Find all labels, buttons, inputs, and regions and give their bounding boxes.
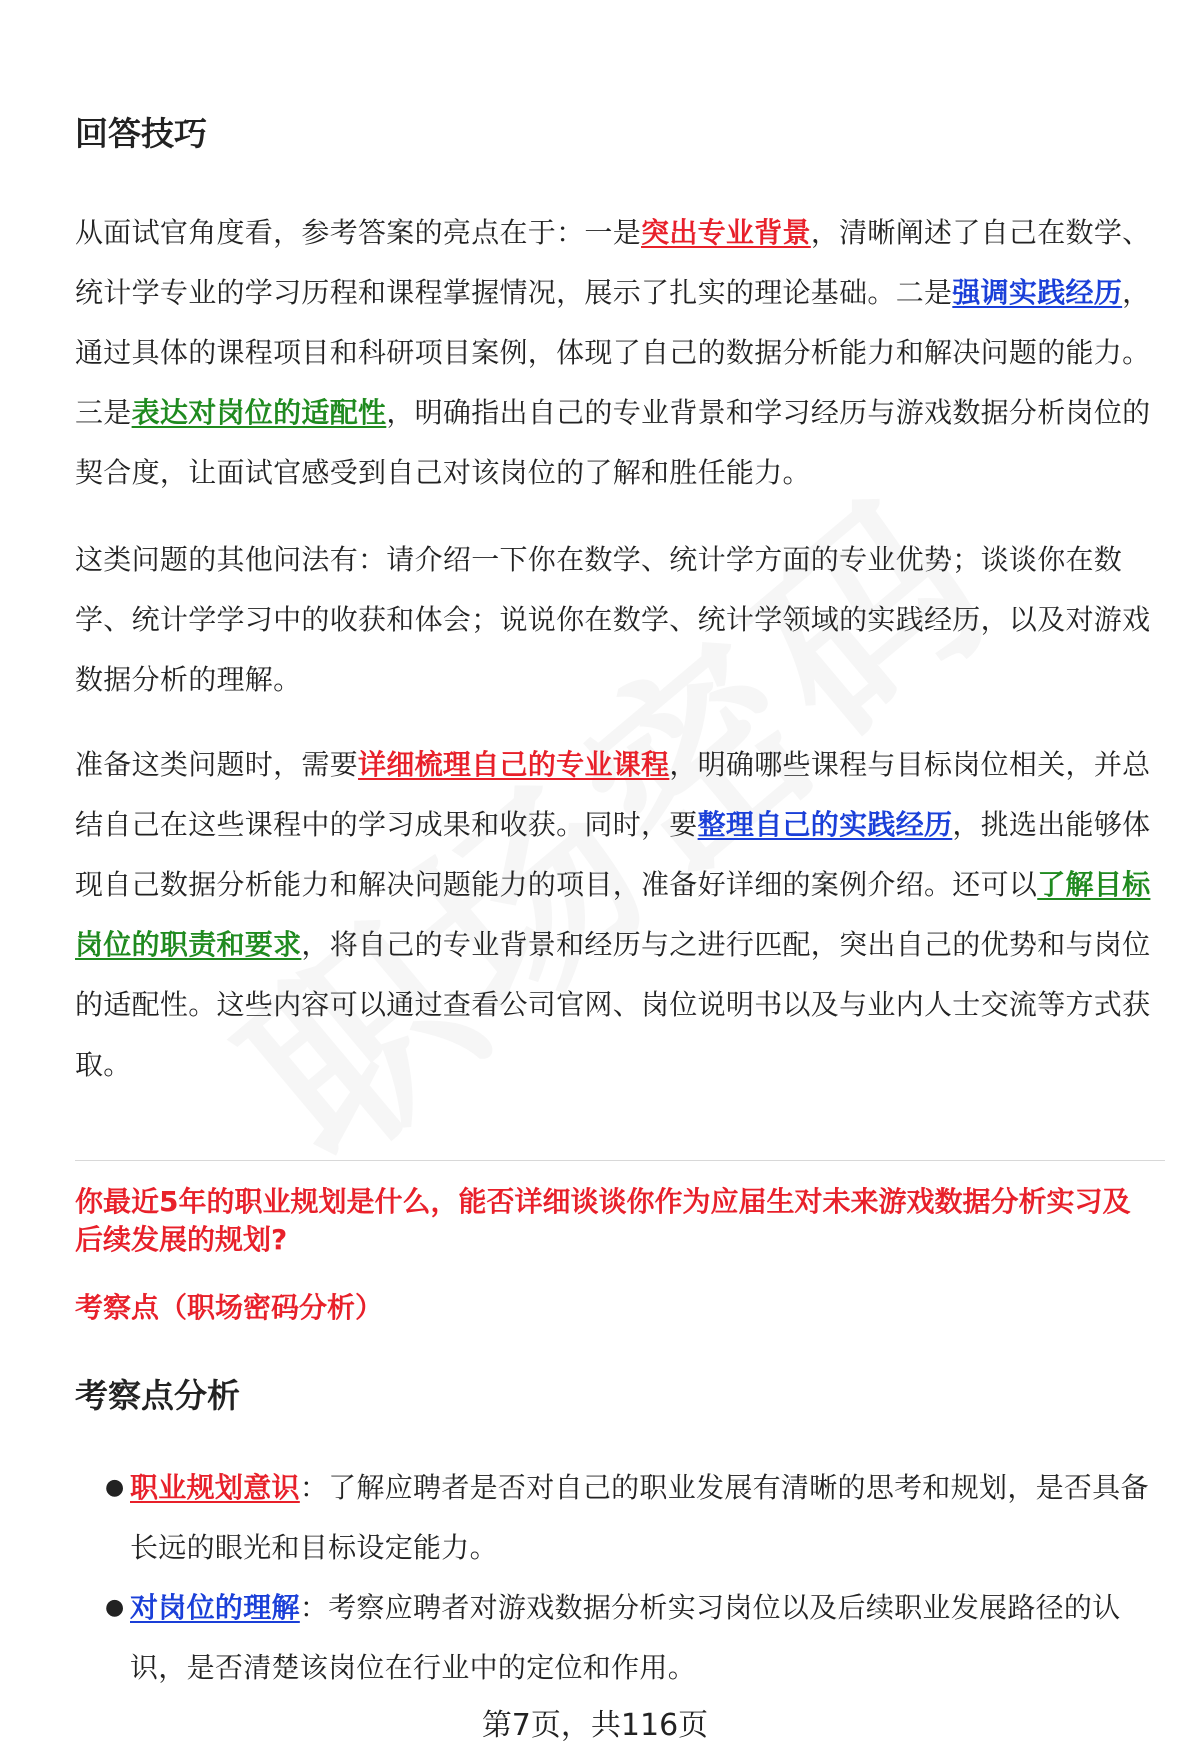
paragraph-highlights bbox=[75, 203, 1165, 503]
list-item bbox=[75, 1578, 1165, 1698]
text-segment: 准备这类问题时，需要 bbox=[75, 748, 359, 781]
highlight-job-fit: 表达对岗位的适配性 bbox=[131, 396, 387, 429]
list-item bbox=[75, 1458, 1165, 1578]
focus-label: 考察点（职场密码分析） bbox=[75, 1291, 384, 1324]
highlight-practical-experience: 强调实践经历 bbox=[952, 276, 1123, 309]
section-divider bbox=[75, 1160, 1165, 1161]
point-text: ：了解应聘者是否对自己的职业发展有清晰的思考和规划，是否具备长远的眼光和目标设定能力。 bbox=[130, 1471, 1149, 1564]
paragraph-preparation bbox=[75, 735, 1165, 1095]
bullet-icon: ● bbox=[105, 1595, 125, 1620]
section-heading-answer-tips: 回答技巧 bbox=[75, 114, 207, 153]
text-segment: ，通过具体的课程项目和科研项目案例，体现了自己的数据分析能力和解决问题的能力。三是 bbox=[75, 276, 1151, 429]
text-segment: ，挑选出能够体现自己数据分析能力和解决问题能力的项目，准备好详细的案例介绍。还可以 bbox=[75, 808, 1151, 901]
text-segment: ，清晰阐述了自己在数学、统计学专业的学习历程和课程掌握情况，展示了扎实的理论基础。二是 bbox=[75, 216, 1151, 309]
text-segment: 从面试官角度看，参考答案的亮点在于：一是 bbox=[75, 216, 642, 249]
text-segment: ，明确哪些课程与目标岗位相关，并总结自己在这些课程中的学习成果和收获。同时，要 bbox=[75, 748, 1151, 841]
focus-points-list bbox=[75, 1458, 1165, 1698]
highlight-review-courses: 详细梳理自己的专业课程 bbox=[358, 748, 670, 781]
interview-question: 你最近5年的职业规划是什么，能否详细谈谈你作为应届生对未来游戏数据分析实习及后续发展的规划? bbox=[75, 1185, 1131, 1256]
page-footer: 第7页，共116页 bbox=[481, 1708, 709, 1743]
point-text: ：考察应聘者对游戏数据分析实习岗位以及后续职业发展路径的认识，是否清楚该岗位在行业中的定位和作用。 bbox=[130, 1591, 1121, 1684]
text-segment: ，将自己的专业背景和经历与之进行匹配，突出自己的优势和与岗位的适配性。这些内容可以通过查看公司官网、岗位说明书以及与业内人士交流等方式获取。 bbox=[75, 928, 1151, 1081]
highlight-understand-role: 了解目标岗位的职责和要求 bbox=[75, 868, 1151, 961]
point-key: 对岗位的理解 bbox=[130, 1591, 300, 1624]
highlight-organize-experience: 整理自己的实践经历 bbox=[697, 808, 953, 841]
text-segment: ，明确指出自己的专业背景和学习经历与游戏数据分析岗位的契合度，让面试官感受到自己对该岗位的了解和胜任能力。 bbox=[75, 396, 1151, 489]
point-key: 职业规划意识 bbox=[130, 1471, 300, 1504]
highlight-professional-background: 突出专业背景 bbox=[641, 216, 811, 249]
bullet-icon: ● bbox=[105, 1475, 125, 1500]
paragraph-other-questions: 这类问题的其他问法有：请介绍一下你在数学、统计学方面的专业优势；谈谈你在数学、统计学学习中的收获和体会；说说你在数学、统计学领域的实践经历，以及对游戏数据分析的理解。 bbox=[75, 543, 1151, 696]
section-heading-focus-analysis: 考察点分析 bbox=[75, 1376, 240, 1415]
